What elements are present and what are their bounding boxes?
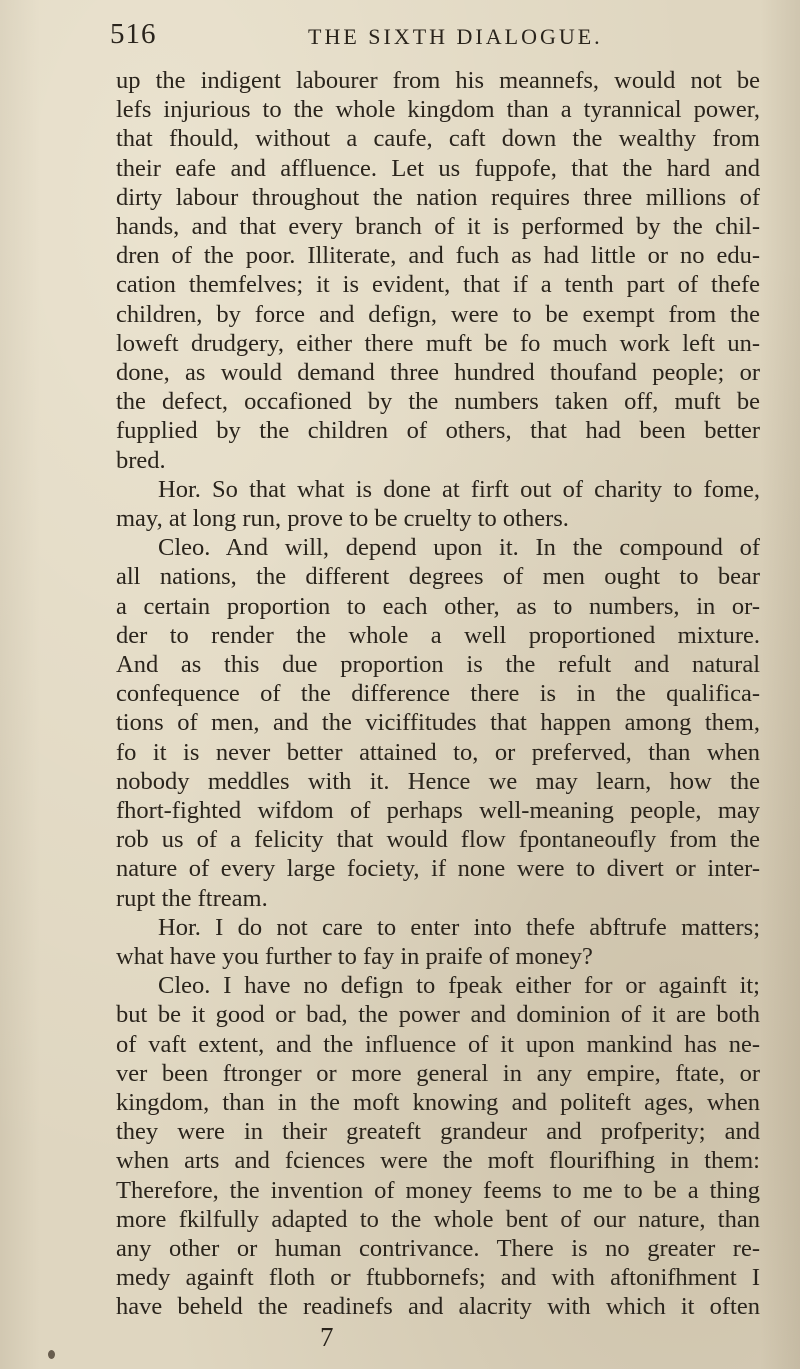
text-line: up the indigent labourer from his meannefs, would not be: [116, 67, 760, 94]
text-line: dirty labour throughout the nation requires three millions of: [116, 183, 760, 211]
page-number: 516: [110, 18, 157, 50]
text-line: what have you further to fay in praife of money?: [116, 943, 593, 970]
text-line: confequence of the difference there is in the qualifica-: [116, 680, 760, 708]
text-line: der to render the whole a well proportioned mixture.: [116, 621, 760, 649]
text-line: when arts and fciences were the moft flourifhing in them:: [116, 1147, 760, 1175]
text-line: medy againft floth or ftubbornefs; and with aftonifhment I: [116, 1264, 760, 1292]
text-line: children, by force and defign, were to be exempt from the: [116, 300, 760, 328]
text-line: ver been ftronger or more general in any empire, ftate, or: [116, 1059, 760, 1087]
text-line: Hor. So that what is done at firft out of charity to fome,: [158, 475, 760, 503]
text-line: hands, and that every branch of it is performed by the chil-: [116, 213, 760, 240]
text-line: have beheld the readinefs and alacrity with which it often: [116, 1293, 760, 1321]
text-line: fhort-fighted wifdom of perhaps well-meaning people, may: [116, 797, 760, 824]
text-line: loweft drudgery, either there muft be fo much work left un-: [116, 329, 760, 357]
text-line: And as this due proportion is the refult and natural: [116, 651, 760, 678]
text-line: nature of every large fociety, if none were to divert or inter-: [116, 855, 760, 883]
text-line: dren of the poor. Illiterate, and fuch as had little or no edu-: [116, 242, 760, 270]
running-head: THE SIXTH DIALOGUE.: [308, 24, 603, 49]
page-header: [30, 18, 770, 58]
text-line: lefs injurious to the whole kingdom than a tyrannical power,: [116, 96, 760, 124]
text-line: nobody meddles with it. Hence we may learn, how the: [116, 767, 760, 795]
text-line: the defect, occafioned by the numbers taken off, muft be: [116, 388, 760, 416]
text-line: all nations, the different degrees of men ought to bear: [116, 563, 760, 591]
text-line: fo it is never better attained to, or preferved, than when: [116, 738, 760, 766]
text-line: fupplied by the children of others, that had been better: [116, 417, 760, 445]
text-line: rob us of a felicity that would flow fpontaneoufly from the: [116, 826, 760, 854]
text-line: Cleo. I have no defign to fpeak either for or againft it;: [158, 972, 760, 1000]
text-line: a certain proportion to each other, as to numbers, in or-: [116, 592, 760, 620]
text-line: more fkilfully adapted to the whole bent of our nature, than: [116, 1205, 760, 1233]
text-line: Hor. I do not care to enter into thefe abftrufe matters;: [158, 913, 760, 941]
text-line: rupt the ftream.: [116, 884, 268, 912]
text-line: done, as would demand three hundred thoufand people; or: [116, 359, 760, 386]
text-line: of vaft extent, and the influence of it upon mankind has ne-: [116, 1030, 760, 1058]
text-line: Cleo. And will, depend upon it. In the compound of: [158, 534, 760, 562]
text-line: tions of men, and the viciffitudes that happen among them,: [116, 709, 760, 737]
text-line: that fhould, without a caufe, caft down the wealthy from: [116, 125, 760, 153]
text-line: Therefore, the invention of money feems to me to be a thing: [116, 1176, 760, 1204]
text-line: they were in their greateft grandeur and profperity; and: [116, 1118, 760, 1146]
text-line: cation themfelves; it is evident, that if a tenth part of thefe: [116, 271, 760, 299]
text-line: kingdom, than in the moft knowing and politeft ages, when: [116, 1089, 760, 1116]
text-line: bred.: [116, 446, 166, 474]
text-line: any other or human contrivance. There is no greater re-: [116, 1235, 760, 1262]
text-line: may, at long run, prove to be cruelty to others.: [116, 505, 569, 532]
ink-blot: [48, 1350, 55, 1359]
text-line: their eafe and affluence. Let us fuppofe, that the hard and: [116, 154, 760, 182]
catchword: 7: [320, 1321, 334, 1352]
text-line: but be it good or bad, the power and dominion of it are both: [116, 1001, 760, 1029]
